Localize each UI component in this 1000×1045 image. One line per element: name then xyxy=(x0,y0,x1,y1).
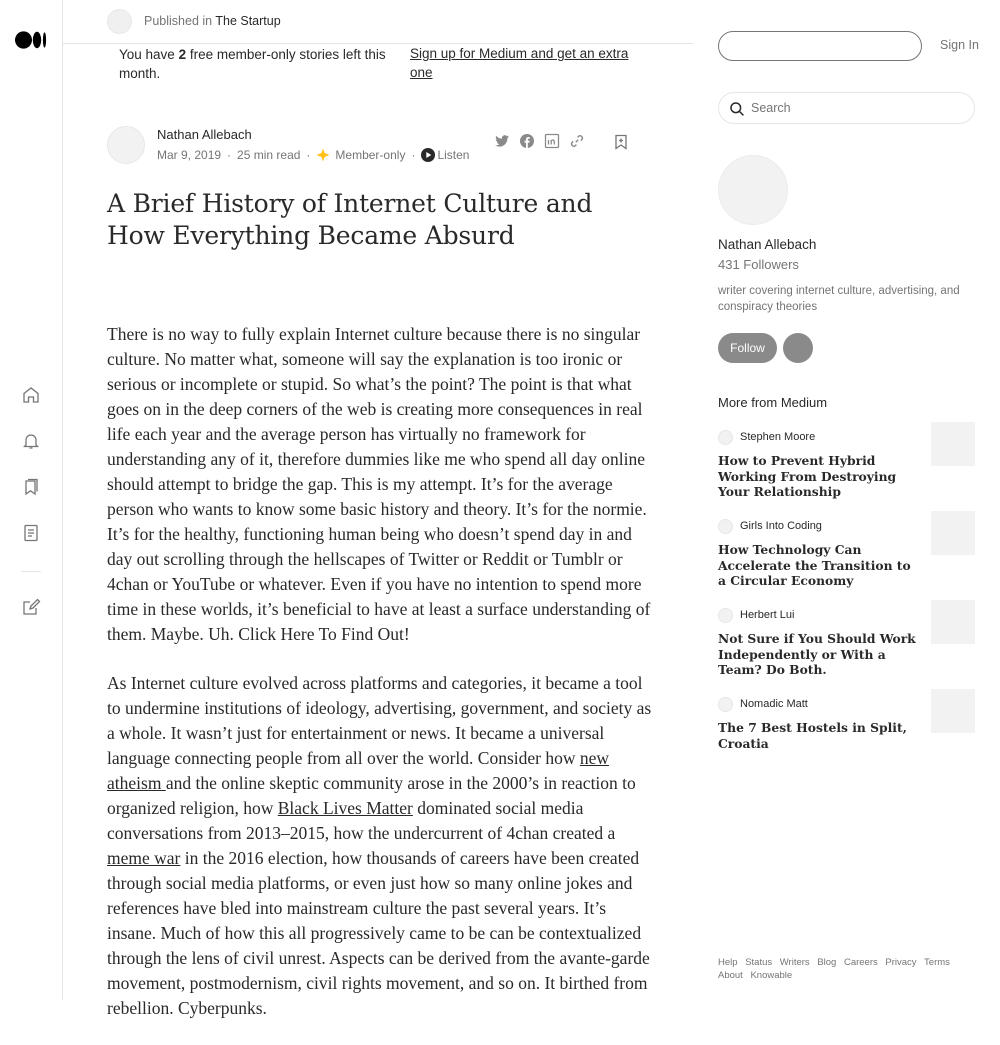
listen-label: Listen xyxy=(437,148,470,162)
paragraph-text: dominated social media conversations from 2013–2015, how the undercurrent of 4chan created a xyxy=(107,798,616,843)
star-icon xyxy=(316,148,330,162)
medium-logo[interactable] xyxy=(15,31,47,49)
listen-button[interactable] xyxy=(421,148,469,162)
publish-date: Mar 9, 2019 xyxy=(157,148,222,162)
story-title: How to Prevent Hybrid Working From Destroying Your Relationship xyxy=(718,453,897,499)
read-time: 25 min read xyxy=(237,148,301,162)
sign-in-link[interactable]: Sign In xyxy=(940,38,979,52)
twitter-icon[interactable] xyxy=(494,133,510,149)
bell-icon[interactable] xyxy=(21,431,41,451)
story-thumbnail xyxy=(931,689,975,733)
footer-link-privacy[interactable]: Privacy xyxy=(885,957,917,968)
paragraph-text: As Internet culture evolved across platforms and categories, it became a tool to undermine institutions of ideology, advertising, government, and society as a whole. It wasn’t just for entertainment or news. It became a universal language connecting people from all over the world. Consider how xyxy=(107,673,652,768)
subscribe-button[interactable] xyxy=(783,333,813,363)
story-author: Nomadic Matt xyxy=(740,698,808,710)
story-author-avatar xyxy=(718,430,733,445)
meta-separator: · xyxy=(411,148,416,162)
footer-link-knowable[interactable]: Knowable xyxy=(750,970,793,981)
footer-link-terms[interactable]: Terms xyxy=(924,957,950,968)
black-lives-matter-link[interactable]: Black Lives Matter xyxy=(277,798,413,818)
story-author: Stephen Moore xyxy=(740,431,816,443)
member-only-label: Member-only xyxy=(335,148,406,162)
story-author: Girls Into Coding xyxy=(740,520,822,532)
profile-bio: writer covering internet culture, advertising, and conspiracy theories xyxy=(718,285,960,313)
article-meta xyxy=(157,148,469,162)
story-title: How Technology Can Accelerate the Transition to a Circular Economy xyxy=(718,542,911,588)
article-body xyxy=(107,322,652,1045)
new-atheism-link[interactable]: new atheism xyxy=(107,748,610,793)
published-in-label: Published in xyxy=(144,14,213,28)
story-title: Not Sure if You Should Work Independently or With a Team? Do Both. xyxy=(718,631,916,677)
search-icon xyxy=(729,101,745,117)
link-icon[interactable] xyxy=(569,133,585,149)
rail-divider xyxy=(21,571,41,572)
author-row xyxy=(107,126,637,166)
meme-war-link[interactable]: meme war xyxy=(107,848,181,868)
author-name-link[interactable]: Nathan Allebach xyxy=(157,127,252,142)
home-icon[interactable] xyxy=(21,385,41,405)
footer-link-status[interactable]: Status xyxy=(745,957,773,968)
search-input[interactable] xyxy=(718,92,975,124)
story-author-avatar xyxy=(718,608,733,623)
paragraph-text: in the 2016 election, how thousands of careers have been created through social media platforms, or even just how so many online jokes and references have bled into mainstream culture the past several years. It’s insane. Much of how this all progressively came to be can be contextualized through the lens of civil unrest. Aspects can be derived from the avante-garde movement, postmodernism, civil rights movement, and so on. It birthed from rebellion. Cyberpunks. xyxy=(107,848,650,1018)
publication-bar xyxy=(63,0,693,44)
signup-link[interactable]: Sign up for Medium and get an extra one xyxy=(410,46,629,80)
followers-count[interactable]: 431 Followers xyxy=(718,257,799,272)
footer-link-about[interactable]: About xyxy=(718,970,743,981)
story-thumbnail xyxy=(931,600,975,644)
story-author-avatar xyxy=(718,519,733,534)
member-banner xyxy=(119,44,639,84)
footer-link-writers[interactable]: Writers xyxy=(779,957,810,968)
more-from-medium-heading: More from Medium xyxy=(718,395,828,410)
search-placeholder: Search xyxy=(751,101,791,115)
paragraph-text: and the online skeptic community arose in the 2000’s in reaction to organized religion, how xyxy=(107,773,636,818)
publication-text xyxy=(144,14,281,28)
banner-text-before: You have xyxy=(119,47,175,62)
story-author: Herbert Lui xyxy=(740,609,795,621)
footer-links xyxy=(718,956,978,982)
play-icon xyxy=(421,148,435,162)
banner-message xyxy=(119,45,389,83)
left-nav-rail xyxy=(0,0,63,1000)
linkedin-icon[interactable] xyxy=(544,133,560,149)
footer-link-blog[interactable]: Blog xyxy=(817,957,837,968)
share-icons xyxy=(494,133,585,149)
profile-name[interactable]: Nathan Allebach xyxy=(718,237,817,252)
story-title: The 7 Best Hostels in Split, Croatia xyxy=(718,720,907,751)
facebook-icon[interactable] xyxy=(519,133,535,149)
bookmarks-icon[interactable] xyxy=(21,477,41,497)
profile-avatar[interactable] xyxy=(718,155,788,225)
stories-icon[interactable] xyxy=(21,523,41,543)
right-sidebar xyxy=(693,0,1000,1000)
write-icon[interactable] xyxy=(21,597,41,617)
free-stories-count: 2 xyxy=(178,47,187,62)
article-paragraph-2 xyxy=(107,671,652,1021)
publication-avatar[interactable] xyxy=(107,9,132,34)
follow-button[interactable]: Follow xyxy=(718,333,777,363)
footer-link-careers[interactable]: Careers xyxy=(843,957,878,968)
article-paragraph-1: There is no way to fully explain Internet culture because there is no singular culture. No matter what, someone will say the explanation is too ironic or serious or incomplete or stupid. So what’s the point? The point is that what goes on in the deep corners of the web is creating more consequences in real life each year and the average person has virtually no framework for understanding any of it, therefore dummies like me who spend all day online should attempt to bridge the gap. This is my attempt. It’s for the average person who wants to know some basic history and theory. It’s for the normie. It’s for the healthy, functioning human being who doesn’t spend day in and day out scrolling through the hellscapes of Twitter or Reddit or Tumblr or 4chan or YouTube or whatever. Even if you have no intention to spend more time in these worlds, it’s beneficial to have at least a surface understanding of them. Maybe. Uh. Click Here To Find Out! xyxy=(107,324,651,644)
story-author-avatar xyxy=(718,697,733,712)
meta-separator: · xyxy=(306,148,311,162)
bookmark-add-icon[interactable] xyxy=(612,133,630,151)
get-started-button[interactable] xyxy=(718,31,922,61)
meta-separator: · xyxy=(227,148,232,162)
article-title: A Brief History of Internet Culture and How Everything Became Absurd xyxy=(107,189,593,250)
author-avatar[interactable] xyxy=(107,126,145,164)
footer-link-help[interactable]: Help xyxy=(718,957,738,968)
story-thumbnail xyxy=(931,511,975,555)
publication-name-link[interactable]: The Startup xyxy=(215,14,281,28)
story-thumbnail xyxy=(931,422,975,466)
banner-text-after: free member-only stories left this month. xyxy=(119,47,386,81)
article-main xyxy=(63,0,693,1018)
